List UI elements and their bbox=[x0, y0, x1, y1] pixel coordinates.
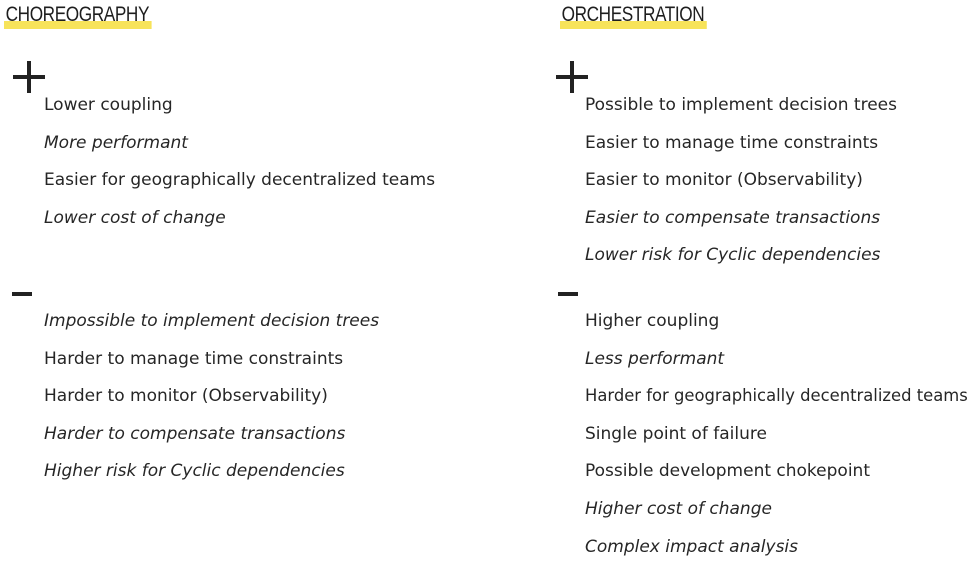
list-item: Easier for geographically decentralized teams bbox=[44, 170, 436, 191]
list-item: Easier to compensate transactions bbox=[585, 207, 881, 228]
list-item: Easier to manage time constraints bbox=[585, 132, 879, 153]
choreography-cons-list bbox=[44, 308, 379, 496]
list-item: Harder for geographically decentralized teams bbox=[585, 386, 968, 406]
list-item: Higher cost of change bbox=[585, 498, 772, 519]
list-item: Easier to monitor (Observability) bbox=[585, 170, 863, 191]
orchestration-cons-list bbox=[585, 308, 968, 571]
minus-icon bbox=[12, 292, 32, 296]
list-item: More performant bbox=[44, 132, 188, 153]
orchestration-pros-list bbox=[585, 92, 897, 280]
plus-icon bbox=[556, 61, 588, 93]
plus-icon bbox=[13, 61, 45, 93]
list-item: Harder to compensate transactions bbox=[44, 423, 346, 444]
choreography-title: CHOREOGRAPHY bbox=[4, 4, 151, 26]
list-item: Lower coupling bbox=[44, 95, 173, 115]
list-item: Higher coupling bbox=[585, 311, 720, 331]
list-item: Harder to monitor (Observability) bbox=[44, 386, 328, 407]
list-item: Possible to implement decision trees bbox=[585, 95, 897, 115]
orchestration-title: ORCHESTRATION bbox=[560, 4, 707, 26]
list-item: Lower cost of change bbox=[44, 207, 226, 228]
list-item: Impossible to implement decision trees bbox=[44, 311, 380, 331]
list-item: Less performant bbox=[585, 348, 725, 369]
list-item: Possible development chokepoint bbox=[585, 461, 870, 482]
minus-icon bbox=[558, 292, 578, 296]
list-item: Lower risk for Cyclic dependencies bbox=[585, 245, 881, 266]
list-item: Higher risk for Cyclic dependencies bbox=[44, 461, 345, 482]
list-item: Complex impact analysis bbox=[585, 536, 799, 557]
list-item: Harder to manage time constraints bbox=[44, 348, 344, 369]
choreography-pros-list bbox=[44, 92, 435, 242]
list-item: Single point of failure bbox=[585, 423, 767, 444]
